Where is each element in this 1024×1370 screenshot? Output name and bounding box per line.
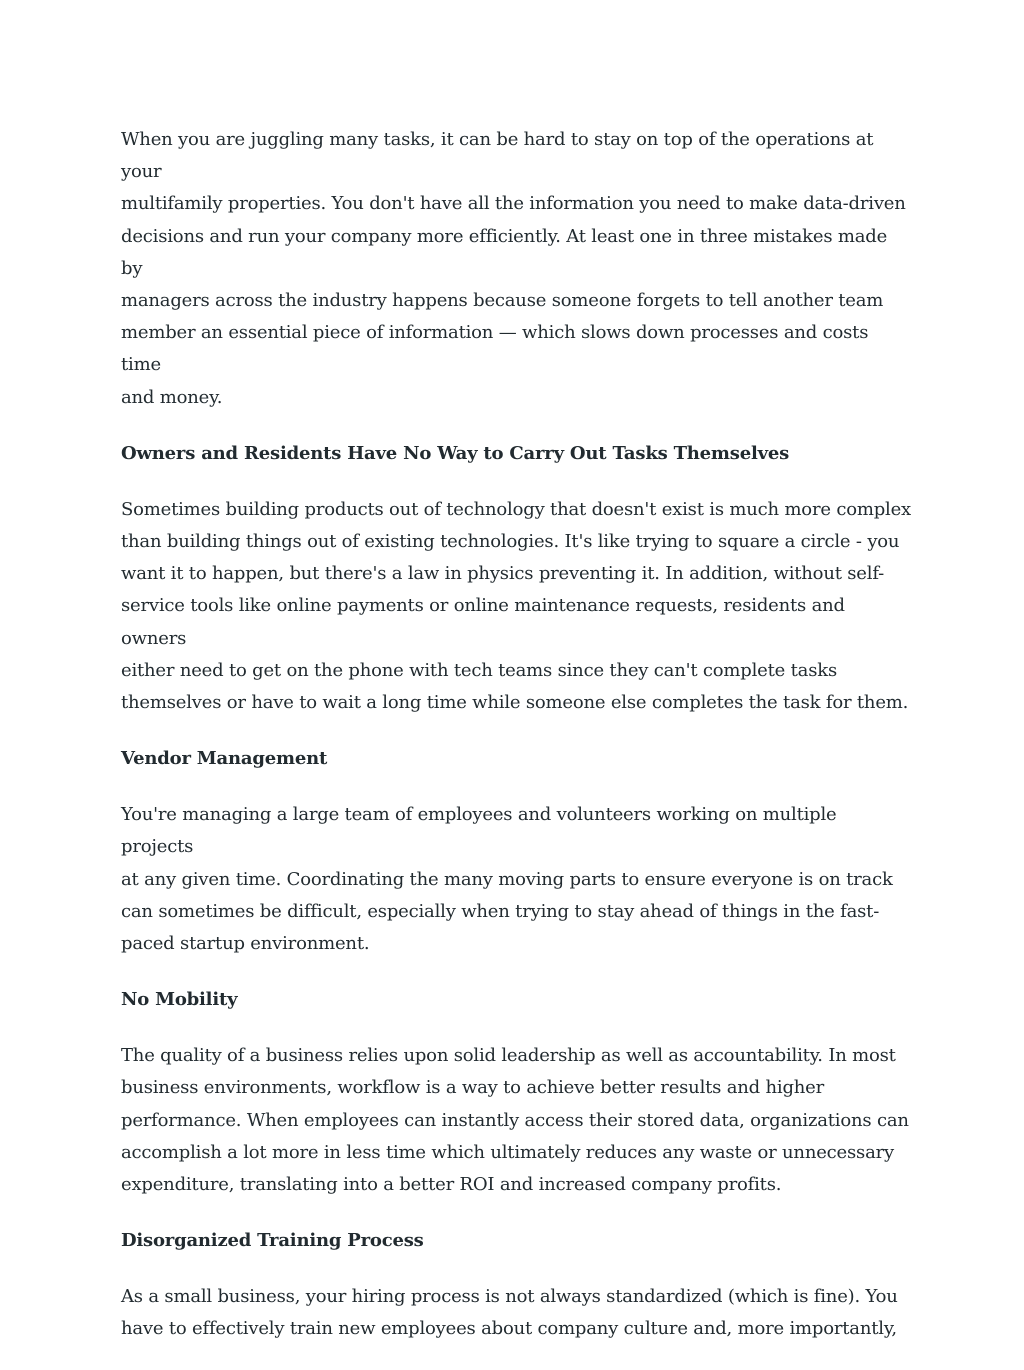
document-page [121, 124, 911, 1370]
heading-training-process: Disorganized Training Process [121, 1230, 424, 1252]
paragraph-training-process: As a small business, your hiring process is not always standardized (which is fine). You have to effectively train new employees about company culture and, more importantly, [121, 1286, 898, 1340]
paragraph-no-mobility: The quality of a business relies upon solid leadership as well as accountability. In most business environments, workflow is a way to achieve better results and higher performance. When employees can instantly access their stored data, organizations can accomplish a lot more in less time which ultimately reduces any waste or unnecessary expenditure, translating into a better ROI and increased company profits. [121, 1045, 909, 1196]
paragraph-operations: When you are juggling many tasks, it can be hard to stay on top of the operations at your multifamily properties. You don't have all the information you need to make data-driven decisions and run your company more efficiently. At least one in three mistakes made by managers across the industry happens because someone forgets to tell another team member an essential piece of information — which slows down processes and costs time and money. [121, 129, 906, 408]
paragraph-self-service: Sometimes building products out of technology that doesn't exist is much more complex than building things out of existing technologies. It's like trying to square a circle - you want it to happen, but there's a law in physics preventing it. In addition, without self- service tools like online payments or online maintenance requests, residents and owners either need to get on the phone with tech teams since they can't complete tasks themselves or have to wait a long time while someone else completes the task for them. [121, 498, 911, 714]
heading-owners-residents: Owners and Residents Have No Way to Carry Out Tasks Themselves [121, 442, 790, 464]
heading-vendor-management: Vendor Management [121, 748, 328, 770]
heading-no-mobility: No Mobility [121, 989, 238, 1011]
paragraph-vendor-management: You're managing a large team of employees and volunteers working on multiple projects at any given time. Coordinating the many moving parts to ensure everyone is on track can sometimes be difficult, especially when trying to stay ahead of things in the fast- paced startup environment. [121, 804, 893, 955]
